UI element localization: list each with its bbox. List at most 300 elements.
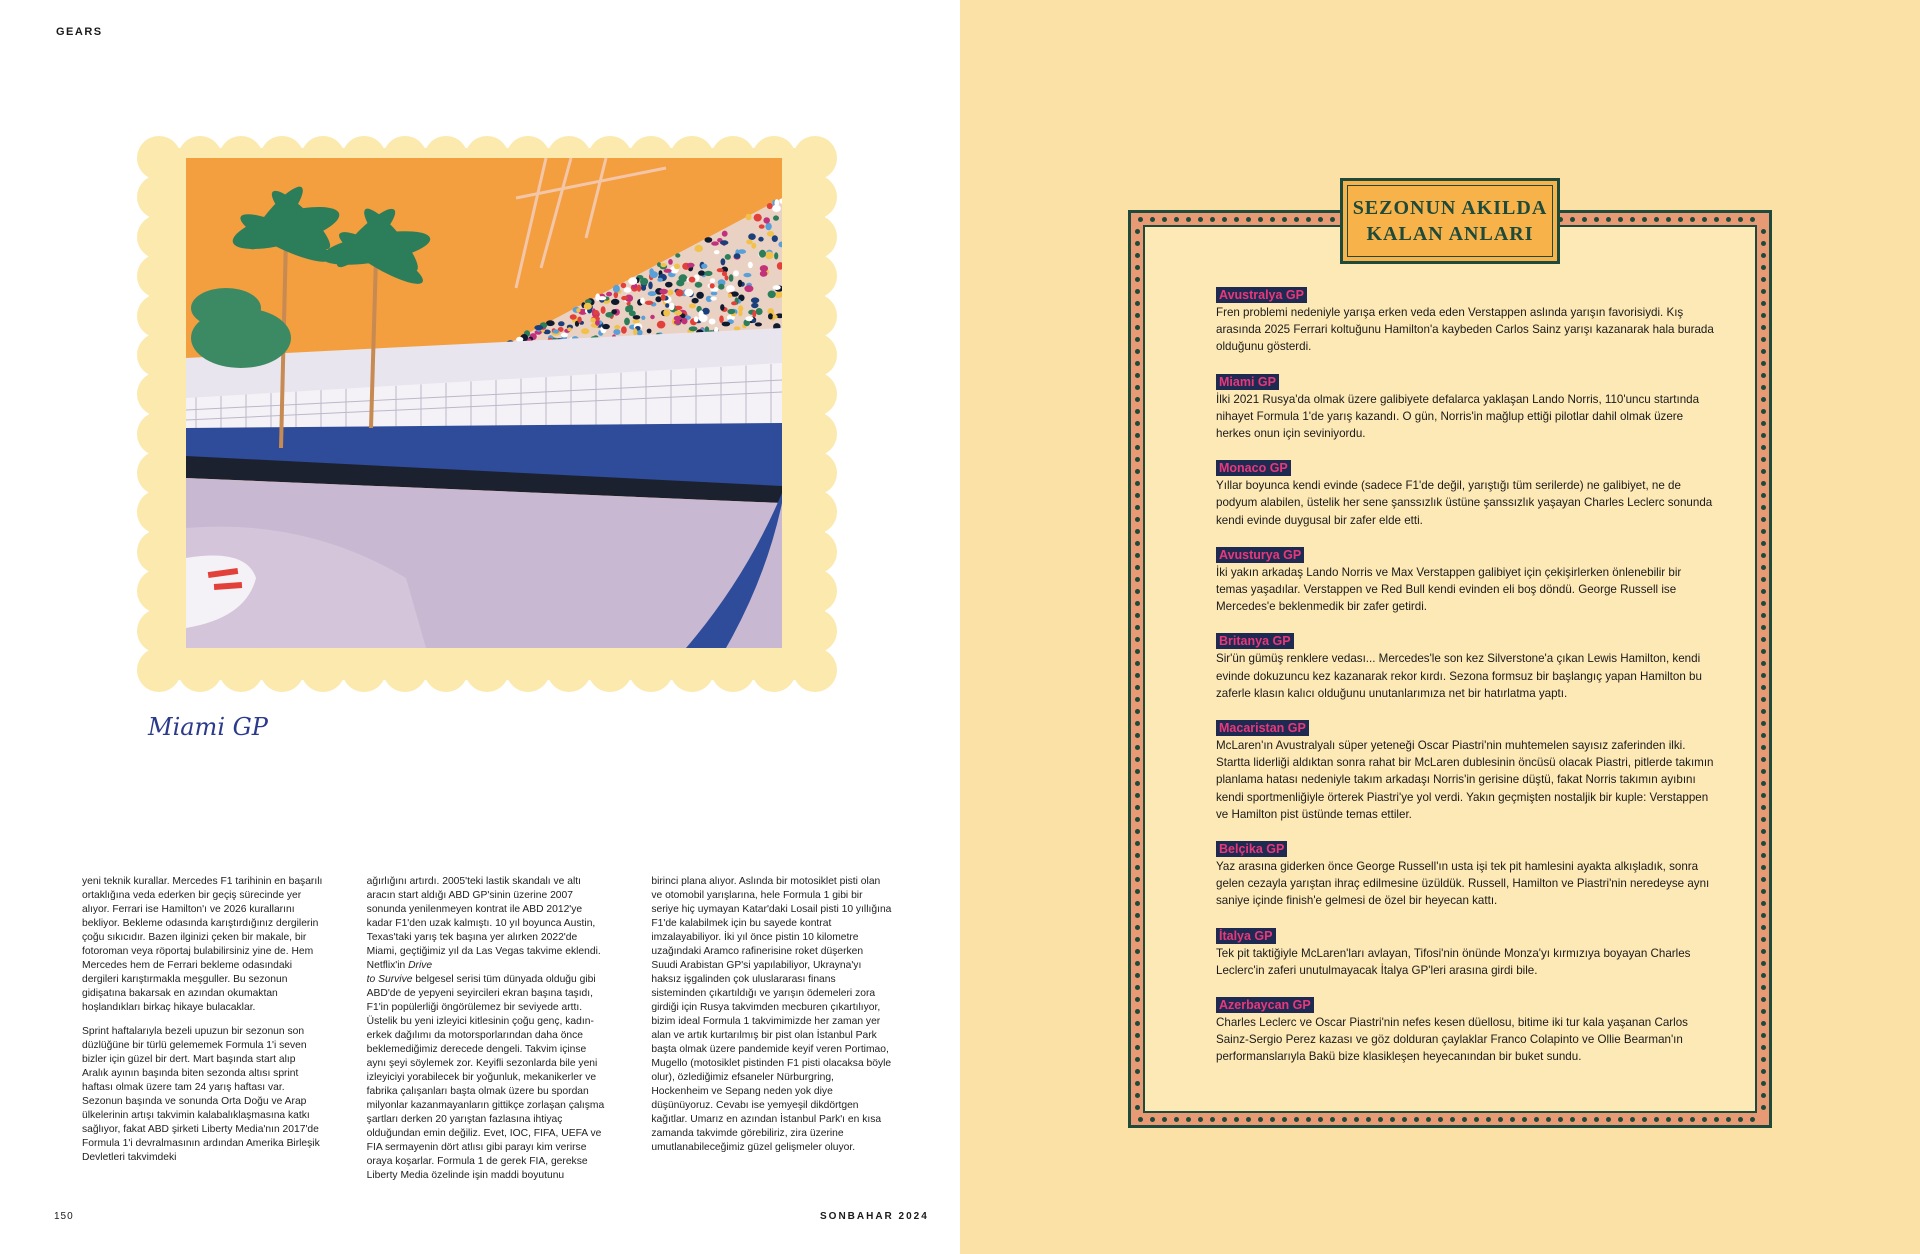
frame-dot [1761,373,1766,378]
frame-dot [1378,1117,1383,1122]
frame-dot [1761,913,1766,918]
frame-dot [1522,1117,1527,1122]
frame-dot [1594,217,1599,222]
frame-dot [1135,865,1140,870]
frame-dot [1138,1117,1143,1122]
frame-dot [1761,253,1766,258]
frame-dot [1726,1117,1731,1122]
frame-bar [1755,225,1757,1113]
scallop [793,569,837,613]
frame-dot [1738,217,1743,222]
gp-name: Belçika GP [1216,841,1287,857]
frame-dot [1138,217,1143,222]
frame-dot [1761,1057,1766,1062]
frame-dot [1135,565,1140,570]
frame-dot [1761,829,1766,834]
frame-dot [1761,1069,1766,1074]
frame-dot [1761,229,1766,234]
frame-dot [1330,217,1335,222]
frame-dot [1135,337,1140,342]
frame-dot [1135,805,1140,810]
frame-dot [1761,505,1766,510]
frame-dot [1342,1117,1347,1122]
frame-dot [1135,397,1140,402]
frame-dot [1135,889,1140,894]
article-italic-title: to Survive [366,974,413,985]
frame-dot [1761,961,1766,966]
moment-item [1216,286,1716,356]
moment-item [1216,459,1716,529]
frame-dot [1606,1117,1611,1122]
frame-dot [1135,529,1140,534]
title-plate-inner [1347,185,1553,257]
frame-dot [1618,1117,1623,1122]
frame-dot [1135,913,1140,918]
frame-dot [1438,1117,1443,1122]
frame-dot [1750,217,1755,222]
frame-dot [1270,1117,1275,1122]
sidebar-title-line-1: SEZONUN AKILDA [1352,197,1548,219]
frame-dot [1761,397,1766,402]
frame-dot [1761,757,1766,762]
scallop [793,215,837,259]
frame-dot [1402,1117,1407,1122]
scallop [629,648,673,692]
frame-dot [1135,937,1140,942]
frame-dot [1714,1117,1719,1122]
frame-dot [1761,889,1766,894]
gp-name: Avusturya GP [1216,547,1304,563]
frame-dot [1135,853,1140,858]
frame-dot [1135,1081,1140,1086]
frame-dot [1270,217,1275,222]
frame-dot [1198,1117,1203,1122]
gp-name: Avustralya GP [1216,287,1307,303]
article-paragraph [367,875,608,1183]
frame-dot [1498,1117,1503,1122]
scallop [506,648,550,692]
scallop [219,648,263,692]
frame-dot [1135,601,1140,606]
frame-dot [1135,301,1140,306]
frame-dot [1135,661,1140,666]
frame-dot [1162,217,1167,222]
scallop [793,175,837,219]
frame-dot [1282,217,1287,222]
frame-dot [1761,241,1766,246]
frame-dot [1630,217,1635,222]
article-paragraph: Sprint haftalarıyla bezeli upuzun bir sezonun son düzlüğüne bir türlü gelememek Formula 1'i seven bizler için güzel bir dert. Mart başında start alıp Aralık ayının başında biten sezonda altısı sprint haftası olmak üzere tam 24 yarış haftası var. Sezonun başında ve sonunda Orta Doğu ve Arap ülkelerinin artışı takvimin kalabalıklaşmasına katkı sağlıyor, fakat ABD şirketi Liberty Media'nın 2017'de Formula 1'i devralmasının ardından Amerika Birleşik Devletleri takvimdeki [82,1026,320,1163]
frame-dot [1135,973,1140,978]
frame-dot [1246,1117,1251,1122]
gp-name: Britanya GP [1216,633,1294,649]
frame-dot [1234,217,1239,222]
frame-dot [1761,673,1766,678]
frame-dot [1761,1081,1766,1086]
frame-dot [1761,793,1766,798]
frame-dot [1678,217,1683,222]
frame-dot [1761,781,1766,786]
frame-dot [1761,289,1766,294]
frame-dot [1135,673,1140,678]
frame-dot [1135,745,1140,750]
frame-dot [1761,1009,1766,1014]
signature-text: Miami GP [148,713,268,741]
frame-dot [1642,217,1647,222]
frame-dot [1294,217,1299,222]
frame-dot [1258,217,1263,222]
frame-dot [1135,361,1140,366]
frame-dot [1366,1117,1371,1122]
frame-dot [1246,217,1251,222]
section-label: GEARS [56,26,103,38]
frame-dot [1761,625,1766,630]
frame-dot [1761,589,1766,594]
frame-dot [1135,697,1140,702]
frame-dot [1678,1117,1683,1122]
frame-dot [1761,421,1766,426]
frame-dot [1761,433,1766,438]
frame-dot [1702,217,1707,222]
moment-item [1216,996,1716,1066]
frame-dot [1135,997,1140,1002]
frame-dot [1135,289,1140,294]
scallop [793,530,837,574]
frame-dot [1761,481,1766,486]
frame-dot [1510,1117,1515,1122]
frame-dot [1306,1117,1311,1122]
issue-label: SONBAHAR 2024 [820,1211,929,1222]
frame-dot [1761,529,1766,534]
frame-dot [1258,1117,1263,1122]
frame-dot [1135,589,1140,594]
page-number: 150 [54,1211,74,1222]
frame-dot [1150,1117,1155,1122]
frame-dot [1738,1117,1743,1122]
scallop [137,530,181,574]
frame-dot [1135,985,1140,990]
scallop [137,215,181,259]
sidebar-title-line-2: KALAN ANLARI [1366,223,1534,245]
gp-text: McLaren'ın Avustralyalı süper yeteneği Oscar Piastri'nin muhtemelen sayısız zaferinden ilki. Startta liderliği aldıktan sonra rahat bir McLaren dublesinin öncüsü olacak Piastri, pitlerde takımın planlama hatası nedeniyle takım arkadaşı Norris'in gerisine düştü, fakat Norris takımın ayıbını kendi sportmenliğiyle örterek Piastri'ye yol verdi. Yakın geçmişten nostaljik bir kuple: Verstappen ve Hamilton pist üstünde temas ettiler. [1216,739,1714,821]
frame-dot [1135,349,1140,354]
gp-name: Azerbaycan GP [1216,997,1314,1013]
frame-bar [1769,210,1772,1128]
frame-dot [1135,625,1140,630]
frame-dot [1486,1117,1491,1122]
stamp-illustration [137,136,837,692]
frame-dot [1330,1117,1335,1122]
frame-dot [1558,1117,1563,1122]
scallop [793,648,837,692]
moment-item [1216,546,1716,616]
frame-dot [1462,1117,1467,1122]
frame-dot [1594,1117,1599,1122]
frame-dot [1761,865,1766,870]
frame-dot [1135,445,1140,450]
frame-dot [1135,373,1140,378]
frame-dot [1135,709,1140,714]
frame-dot [1761,877,1766,882]
moment-item [1216,373,1716,443]
scallop [793,609,837,653]
gp-text: Sir'ün gümüş renklere vedası... Mercedes'le son kez Silverstone'a çıkan Lewis Hamilton, kendi evinde dokuzuncu kez kazanarak rekor kırdı. Sezona formsuz bir başlangıç yapan Hamilton bu zaferle klasın kalıcı olduğunu unutanlarımıza net bir hatırlatma yaptı. [1216,652,1702,700]
frame-dot [1318,1117,1323,1122]
frame-dot [1761,565,1766,570]
frame-dot [1761,685,1766,690]
frame-dot [1135,409,1140,414]
scallop [588,648,632,692]
moments-list [1216,286,1716,1083]
article-column-1 [82,875,323,1193]
frame-dot [1210,1117,1215,1122]
frame-dot [1135,829,1140,834]
scallop [137,609,181,653]
frame-dot [1761,997,1766,1002]
frame-dot [1135,1093,1140,1098]
article-columns [82,875,892,1193]
frame-dot [1761,937,1766,942]
scallop [260,648,304,692]
scallop [137,412,181,456]
frame-dot [1761,1033,1766,1038]
scallop [137,569,181,613]
frame-dot [1186,1117,1191,1122]
frame-dot [1174,217,1179,222]
frame-dot [1306,217,1311,222]
frame-dot [1474,1117,1479,1122]
gp-text: Tek pit taktiğiyle McLaren'ları avlayan, Tifosi'nin önünde Monza'yı kırmızıya boyayan Charles Leclerc'in zaferi unutulmayacak İtalya GP'leri arasına girdi bile. [1216,946,1691,977]
gp-name: İtalya GP [1216,928,1276,944]
scallop [137,254,181,298]
frame-dot [1761,1021,1766,1026]
frame-dot [1135,733,1140,738]
frame-dot [1761,385,1766,390]
frame-dot [1761,661,1766,666]
moment-item [1216,927,1716,979]
frame-dot [1761,853,1766,858]
frame-dot [1135,949,1140,954]
frame-dot [1135,637,1140,642]
frame-dot [1690,1117,1695,1122]
frame-dot [1135,493,1140,498]
article-text: ağırlığını artırdı. 2005'teki lastik skandalı ve altı aracın start aldığı ABD GP'sinin üzerine 2007 sonunda yenilenmeyen kontrat ile ABD 2012'ye kadar F1'den uzak kalmıştı. 10 yıl boyunca Austin, Texas'taki yarış tek başına yer alırken 2022'de Miami, geçtiğimiz yıl da Las Vegas takvime eklendi. Netflix'in [366,876,601,971]
gp-text: İlki 2021 Rusya'da olmak üzere galibiyete defalarca yaklaşan Lando Norris, 110'uncu startında nihayet Formula 1'de yarış kazandı. O gün, Norris'in mağlup ettiği pilotlar dahil olmak üzere herkes onun için seviniyordu. [1216,392,1700,441]
gp-text: Charles Leclerc ve Oscar Piastri'nin nefes kesen düellosu, bitime iki tur kala yaşanan Carlos Sainz-Sergio Perez kazası ve göz dolduran çaylaklar Franco Colapinto ve Ollie Bearman'ın performanslarıyla Bakü bize klasikleşen heyecanından bir buket sundu. [1216,1016,1688,1064]
frame-dot [1761,721,1766,726]
frame-dot [1234,1117,1239,1122]
frame-dot [1761,817,1766,822]
frame-dot [1135,1069,1140,1074]
frame-bar [1128,1125,1772,1128]
frame-dot [1135,1105,1140,1110]
article-column-3 [651,875,892,1193]
frame-dot [1135,577,1140,582]
frame-dot [1186,217,1191,222]
frame-dot [1702,1117,1707,1122]
frame-dot [1761,577,1766,582]
frame-dot [1761,1093,1766,1098]
frame-dot [1426,1117,1431,1122]
frame-dot [1761,733,1766,738]
article-paragraph: yeni teknik kurallar. Mercedes F1 tarihinin en başarılı ortaklığına veda ederken bir geçiş sürecinde yer alıyor. Ferrari ise Hamilton'ı ve 2026 kurallarını bekliyor. Bekleme odasında karıştırdığınız dergilerin çoğu sıkıcıdır. Bazen ilginizi çeken bir makale, bir fotoroman veya röportaj bulabilirsiniz yine de. Hem Mercedes hem de Ferrari bekleme odasındaki dergileri karıştırmakla meşguller. Bu sezonun gidişatına bakarsak en azından okumaktan hoşlandıkları birkaç hikaye bulacaklar. [82,876,323,1013]
frame-dot [1135,325,1140,330]
frame-dot [1582,217,1587,222]
scallop [793,136,837,180]
frame-dot [1761,1045,1766,1050]
gp-name: Miami GP [1216,374,1279,390]
frame-dot [1761,265,1766,270]
frame-dot [1761,301,1766,306]
illustration-svg [186,158,782,648]
frame-dot [1135,1021,1140,1026]
gp-name: Monaco GP [1216,460,1291,476]
frame-dot [1135,721,1140,726]
article-text: belgesel serisi tüm dünyada olduğu gibi ABD'de de yepyeni seyircileri ekran başına taşıdı, F1'in popülerliği öngörülemez bir seviyede arttı. Üstelik bu yeni izleyici kitlesinin çoğu genç, kadın-erkek dağılımı da motorsporlarından daha önce beklemediğimiz derecede dengeli. Takvim içinse aynı şeyi söylemek zor. Keyifli sezonlarda bile yeni izleyiciyi yorabilecek bir yoğunluk, mekanikerler ve fabrika çalışanları başta olmak üzere bu spordan milyonlar kazanmayanların gittikçe zorlaşan çalışma şartları derken 20 yarıştan fazlasına ihtiyaç olduğundan emin değiliz. Evet, IOC, FIFA, UEFA ve FIA sermayenin dört atlısı gibi parayı kim verirse oraya koşarlar. Formula 1 de gerek FIA, gerekse Liberty Media özelinde işin maddi boyutunu [366,974,605,1181]
frame-dot [1198,217,1203,222]
frame-dot [1761,493,1766,498]
frame-dot [1354,1117,1359,1122]
frame-dot [1135,1057,1140,1062]
frame-dot [1761,313,1766,318]
frame-dot [1135,649,1140,654]
scallop [137,333,181,377]
frame-dot [1135,313,1140,318]
frame-dot [1135,433,1140,438]
frame-bar [1143,225,1145,1113]
frame-dot [1162,1117,1167,1122]
frame-dot [1666,217,1671,222]
frame-dot [1761,901,1766,906]
frame-dot [1761,949,1766,954]
scallop [342,648,386,692]
frame-dot [1654,1117,1659,1122]
frame-dot [1761,649,1766,654]
frame-dot [1761,745,1766,750]
illustration-signature [146,707,296,747]
frame-dot [1210,217,1215,222]
frame-dot [1294,1117,1299,1122]
frame-dot [1761,445,1766,450]
frame-dot [1642,1117,1647,1122]
frame-dot [1761,541,1766,546]
gp-text: Yıllar boyunca kendi evinde (sadece F1'de değil, yarıştığı tüm serilerde) ne galibiyet, ne de podyum alabilen, üstelik her sene şanssızlık üstüne şanssızlık yaşayan Charles Leclerc sonunda kendi evinde duygusal bir zafer elde etti. [1216,479,1713,527]
moment-item [1216,632,1716,702]
scallop [547,648,591,692]
moment-item [1216,719,1716,823]
frame-dot [1666,1117,1671,1122]
frame-dot [1135,961,1140,966]
frame-dot [1761,337,1766,342]
frame-dot [1135,265,1140,270]
frame-dot [1135,793,1140,798]
frame-dot [1761,769,1766,774]
frame-dot [1761,601,1766,606]
frame-dot [1318,217,1323,222]
frame-dot [1582,1117,1587,1122]
scallop [793,294,837,338]
frame-dot [1546,1117,1551,1122]
frame-dot [1135,901,1140,906]
frame-dot [1714,217,1719,222]
scallop [793,451,837,495]
scallop [137,136,181,180]
frame-bar [1143,1111,1757,1113]
frame-dot [1174,1117,1179,1122]
frame-dot [1135,1045,1140,1050]
frame-dot [1135,757,1140,762]
frame-dot [1654,217,1659,222]
frame-dot [1135,457,1140,462]
frame-dot [1761,841,1766,846]
frame-dot [1135,541,1140,546]
frame-dot [1761,457,1766,462]
frame-dot [1135,1009,1140,1014]
frame-dot [1222,217,1227,222]
scallop [383,648,427,692]
scallop [752,648,796,692]
frame-dot [1135,817,1140,822]
miami-illustration [186,158,782,648]
scallop [137,372,181,416]
scallop [711,648,755,692]
scallop [793,254,837,298]
sidebar-title-plate [1340,178,1560,264]
frame-dot [1761,709,1766,714]
gp-text: İki yakın arkadaş Lando Norris ve Max Verstappen galibiyet için çekişirlerken önlenebilir bir temas yaşadılar. Verstappen ve Red Bull kendi evinden eli boş döndü. George Russell ise Mercedes'e beklenmedik bir zafer getirdi. [1216,565,1682,614]
frame-dot [1135,481,1140,486]
frame-dot [1761,553,1766,558]
frame-dot [1761,517,1766,522]
scallop [793,412,837,456]
frame-dot [1135,553,1140,558]
scallop [793,372,837,416]
scallop [670,648,714,692]
scallop [301,648,345,692]
scallop [137,294,181,338]
frame-dot [1135,229,1140,234]
frame-dot [1135,241,1140,246]
frame-dot [1135,421,1140,426]
frame-dot [1135,841,1140,846]
frame-dot [1606,217,1611,222]
frame-dot [1761,637,1766,642]
frame-dot [1761,925,1766,930]
frame-dot [1761,361,1766,366]
scallop [137,648,181,692]
frame-dot [1761,613,1766,618]
scallop [793,333,837,377]
frame-dot [1570,1117,1575,1122]
frame-dot [1450,1117,1455,1122]
frame-dot [1135,253,1140,258]
article-italic-title: Drive [408,960,433,971]
article-paragraph: birinci plana alıyor. Aslında bir motosiklet pisti olan ve otomobil yarışlarına, hele Formula 1 gibi bir seriye hiç uymayan Katar'daki Losail pisti 10 yıllığına F1'de kalabilmek için bu sayede kontrat imzalayabiliyor. İki yıl önce pistin 10 kilometre uzağındaki Aramco rafinerisine roket düşerken Suudi Arabistan GP'si yapılabiliyor, Ukrayna'yı haksız işgalinden çok uluslararası finans sisteminden çıkartıldığı ve yarışın ödemeleri zora girdiği için Rusya takvimden mecburen çıkartılıyor, bizim ideal Formula 1 takvimimizde her zaman yer alan ve artık kurtarılmış bir pist olan İstanbul Park başta olmak üzere pandemide keyif veren Portimao, Mugello (motosiklet pistinden F1 pisti olacaksa böyle olur), özlediğimiz efsaneler Nürburgring, Hockenheim ve Sepang neden yok diye düşünüyoruz. Cevabı ise yemyeşil dikdörtgen kağıtlar. Umarız en azından İstanbul Park'ı en kısa zamanda takvimde görebiliriz, zira üzerine umutlanabileceğimiz güzel gelişmeler oluyor. [651,876,892,1153]
article-column-2 [367,875,608,1193]
gp-name: Macaristan GP [1216,720,1309,736]
frame-dot [1761,805,1766,810]
frame-dot [1135,781,1140,786]
frame-dot [1750,1117,1755,1122]
scallop [178,648,222,692]
scallop [465,648,509,692]
frame-dot [1761,1105,1766,1110]
frame-dot [1630,1117,1635,1122]
frame-dot [1282,1117,1287,1122]
frame-dot [1414,1117,1419,1122]
frame-dot [1761,697,1766,702]
frame-dot [1570,217,1575,222]
